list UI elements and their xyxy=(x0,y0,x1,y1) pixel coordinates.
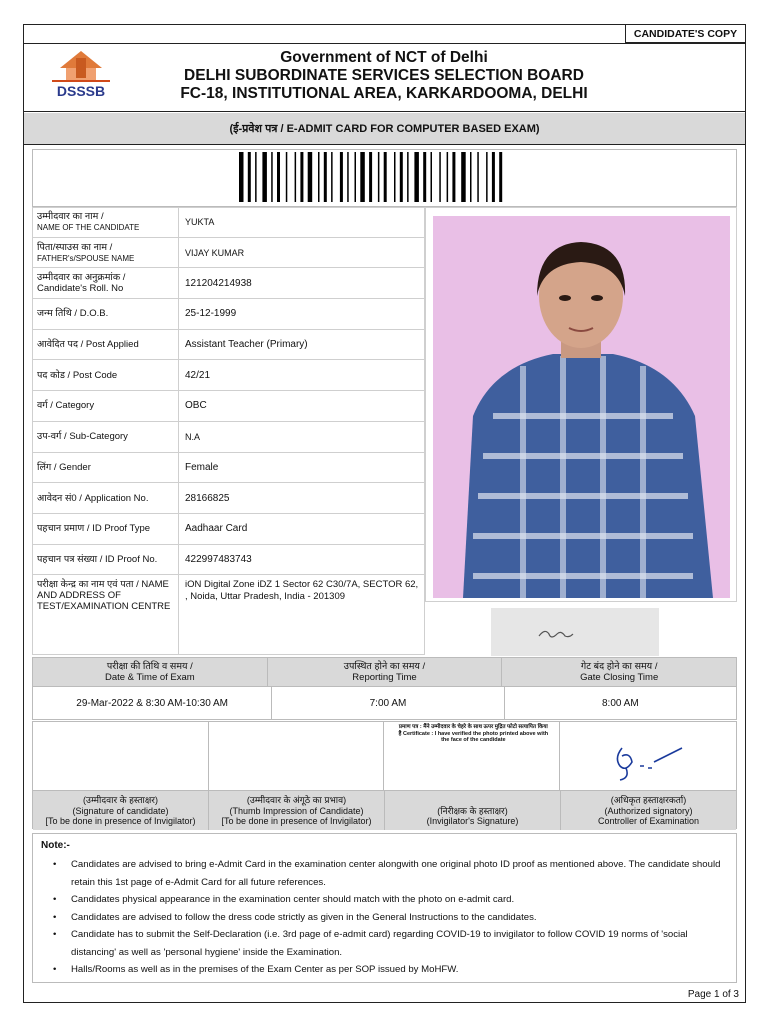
invigilator-signature-label: (निरीक्षक के हस्ताक्षर) (Invigilator's Signature) xyxy=(385,791,561,830)
value-application-no: 28166825 xyxy=(185,492,230,504)
header-text xyxy=(144,49,624,103)
authorized-signatory-label: (अधिकृत हस्ताक्षरकर्ता) (Authorized signatory) Controller of Examination xyxy=(597,795,700,826)
row-gender xyxy=(32,453,425,484)
label-hi: पिता/स्पाउस का नाम / xyxy=(37,241,113,253)
reporting-head-hi: उपस्थित होने का समय / xyxy=(343,661,426,672)
row-application-no xyxy=(32,483,425,514)
govt-title: Government of NCT of Delhi xyxy=(280,49,488,66)
value-exam-centre: iON Digital Zone iDZ 1 Sector 62 C30/7A, SECTOR 62, , Noida, Uttar Pradesh, India - 201309 xyxy=(185,579,419,602)
signature-table xyxy=(32,721,737,829)
value-gender: Female xyxy=(185,461,219,473)
gate-closing-head-en: Gate Closing Time xyxy=(580,672,659,683)
value-name: YUKTA xyxy=(185,217,215,228)
value-post-code: 42/21 xyxy=(185,369,211,381)
gate-closing-time: 8:00 AM xyxy=(601,698,639,709)
thumb-impression-cell xyxy=(209,722,385,790)
board-title: DELHI SUBORDINATE SERVICES SELECTION BOARD xyxy=(184,67,584,84)
barcode-icon xyxy=(239,152,529,202)
candidate-photo xyxy=(433,216,730,598)
exam-table-header xyxy=(32,657,737,687)
row-category xyxy=(32,391,425,422)
page-number: Page 1 of 3 xyxy=(687,989,739,1000)
reporting-head-en: Reporting Time xyxy=(352,672,417,683)
row-name xyxy=(32,207,425,238)
candidate-signature-label: (उम्मीदवार के हस्ताक्षर) (Signature of candidate) [To be done in presence of Invigilator) xyxy=(33,791,209,830)
barcode-area xyxy=(32,149,737,207)
notes-list xyxy=(41,856,728,979)
note-item: • Candidate has to submit the Self-Declaration (i.e. 3rd page of e-admit card) regarding COVID-19 to invigilator to follow COVID 19 norms of 'social distancing' as well as 'personal hygiene' inside the Examination. xyxy=(41,926,728,961)
invigilator-signature-cell xyxy=(384,722,560,790)
notes-title: Note:- xyxy=(41,840,70,851)
exam-date-head-en: Date & Time of Exam xyxy=(104,672,195,683)
candidate-photo-icon xyxy=(433,216,730,598)
label-post-applied: आवेदित पद / Post Applied xyxy=(33,330,179,360)
note-item: • Candidates physical appearance in the examination center should match with the photo on e-admit card. xyxy=(41,891,728,909)
label-en: NAME OF THE CANDIDATE xyxy=(37,223,140,233)
value-sub-category: N.A xyxy=(185,431,201,442)
row-post-code xyxy=(32,360,425,391)
row-father-name xyxy=(32,238,425,269)
label-hi: उम्मीदवार का अनुक्रमांक / xyxy=(37,272,126,284)
admit-card-subtitle: (ई-प्रवेश पत्र / E-ADMIT CARD FOR COMPUTER BASED EXAM) xyxy=(24,113,745,145)
dsssb-logo-icon xyxy=(38,48,124,100)
row-sub-category xyxy=(32,422,425,453)
note-item: • Candidates are advised to follow the dress code strictly as given in the General Instructions to the candidates. xyxy=(41,909,728,927)
label-en: Candidate's Roll. No xyxy=(37,283,124,295)
candidate-details xyxy=(32,207,425,655)
value-roll-no: 121204214938 xyxy=(185,277,252,289)
row-roll-no xyxy=(32,268,425,299)
controller-signature-icon xyxy=(560,722,736,790)
label-post-code: पद कोड / Post Code xyxy=(33,360,179,390)
header xyxy=(24,43,745,112)
candidate-signature-image xyxy=(491,608,659,656)
value-category: OBC xyxy=(185,400,207,412)
row-post-applied xyxy=(32,330,425,361)
note-item: • Halls/Rooms as well as in the premises of the Exam Center as per SOP issued by MoHFW. xyxy=(41,961,728,979)
label-category: वर्ग / Category xyxy=(33,391,179,421)
label-hi: उम्मीदवार का नाम / xyxy=(37,211,104,223)
label-gender: लिंग / Gender xyxy=(33,453,179,483)
note-item: • Candidates are advised to bring e-Admit Card in the examination center alongwith one original photo ID proof as mentioned above. The candidate should retain this 1st page of e-Admit Card for all future references. xyxy=(41,856,728,891)
exam-table-values xyxy=(32,687,737,720)
notes-section xyxy=(32,833,737,983)
photo-box xyxy=(425,207,737,602)
thumb-impression-label: (उम्मीदवार के अंगूठे का प्रभाव) (Thumb Impression of Candidate) [To be done in presence of Invigilator) xyxy=(209,791,385,830)
logo-text: DSSSB xyxy=(56,83,106,99)
certificate-text: प्रमाण पत्र : मैंने उम्मीदवार के चेहरे के साथ ऊपर मुद्रित फोटो सत्यापित किया है Certificate : I have verified the photo printed above with the face of the candidate xyxy=(398,724,549,743)
value-post-applied: Assistant Teacher (Primary) xyxy=(185,339,308,351)
exam-date-head-hi: परीक्षा की तिथि व समय / xyxy=(106,661,193,672)
signature-scribble-icon xyxy=(491,608,659,656)
admit-card xyxy=(23,24,746,1003)
label-exam-centre: परीक्षा केन्द्र का नाम एवं पता / NAME AND ADDRESS OF TEST/EXAMINATION CENTRE xyxy=(33,575,179,654)
value-dob: 25-12-1999 xyxy=(185,308,237,320)
authorized-signature-cell xyxy=(560,722,736,790)
row-dob xyxy=(32,299,425,330)
label-sub-category: उप-वर्ग / Sub-Category xyxy=(33,422,179,452)
exam-timing-table xyxy=(32,657,737,720)
gate-closing-head-hi: गेट बंद होने का समय / xyxy=(580,661,658,672)
label-en: FATHER's/SPOUSE NAME xyxy=(37,253,135,263)
value-father-name: VIJAY KUMAR xyxy=(185,247,245,258)
row-exam-centre xyxy=(32,575,425,655)
row-id-proof-no xyxy=(32,545,425,576)
exam-date-time: 29-Mar-2022 & 8:30 AM-10:30 AM xyxy=(33,687,272,719)
reporting-time: 7:00 AM xyxy=(272,687,504,719)
label-id-proof-no: पहचान पत्र संख्या / ID Proof No. xyxy=(33,545,179,575)
value-id-proof-no: 422997483743 xyxy=(185,553,252,565)
label-application-no: आवेदन सं0 / Application No. xyxy=(33,483,179,513)
candidate-signature-cell xyxy=(33,722,209,790)
row-id-proof-type xyxy=(32,514,425,545)
label-dob: जन्म तिथि / D.O.B. xyxy=(33,299,179,329)
candidate-copy-label: CANDIDATE'S COPY xyxy=(625,25,745,43)
board-address: FC-18, INSTITUTIONAL AREA, KARKARDOOMA, DELHI xyxy=(180,85,588,102)
value-id-proof-type: Aadhaar Card xyxy=(185,523,248,535)
label-id-proof-type: पहचान प्रमाण / ID Proof Type xyxy=(33,514,179,544)
